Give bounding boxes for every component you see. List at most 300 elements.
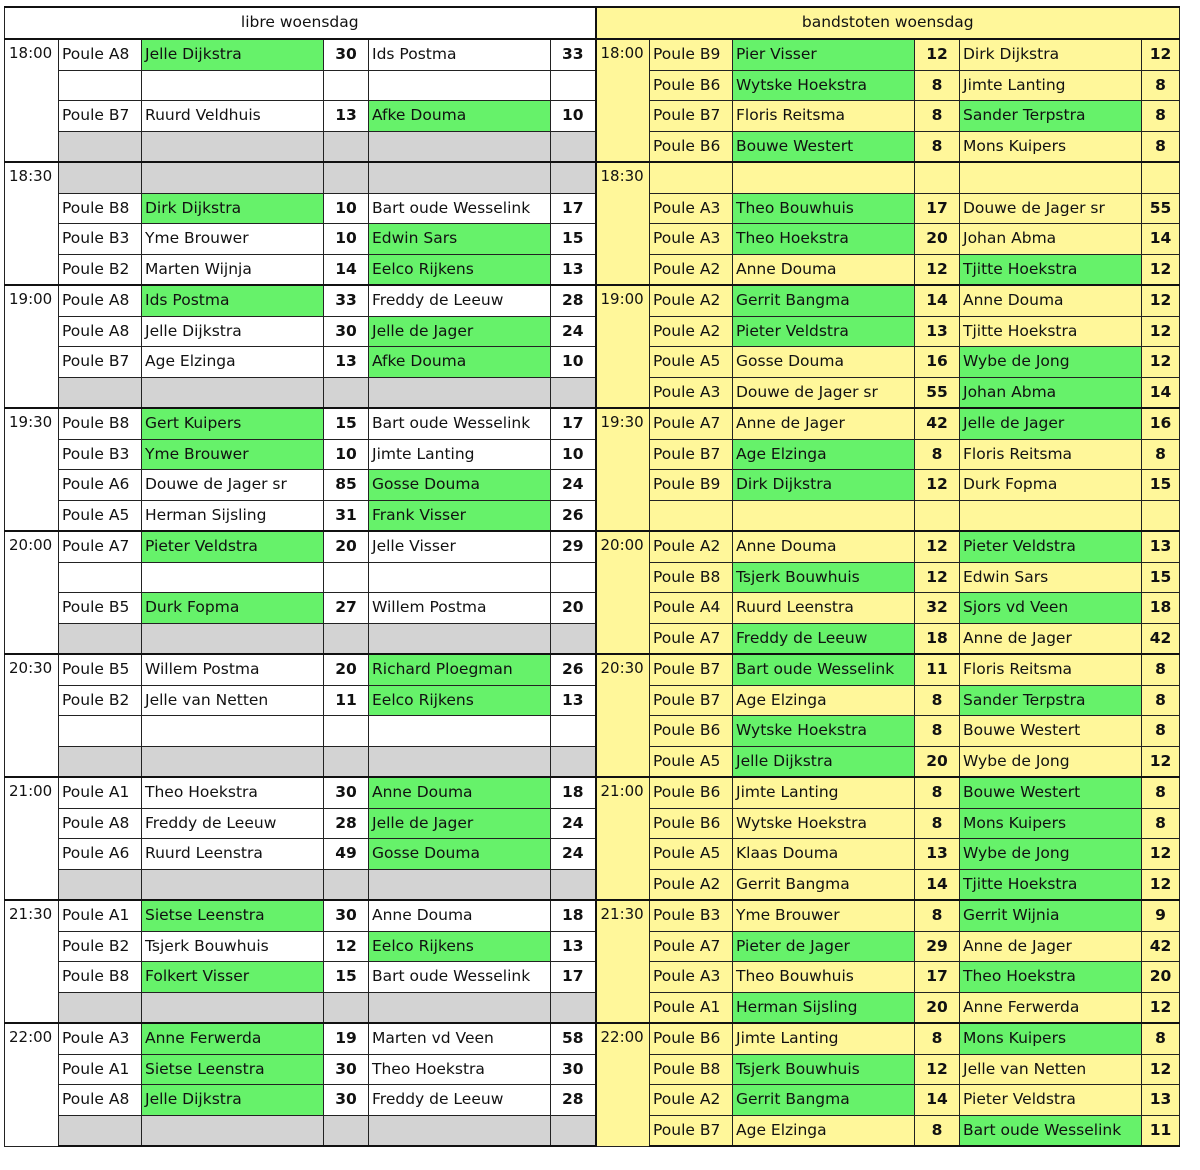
libre-score2-cell: 26 [551, 654, 596, 685]
bandstoten-score2-cell: 14 [1142, 377, 1180, 408]
bandstoten-player1-cell: Gosse Douma [733, 347, 915, 378]
bandstoten-player1-cell: Jelle Dijkstra [733, 746, 915, 777]
table-row [5, 408, 1180, 439]
libre-player1-cell: Jelle Dijkstra [142, 39, 324, 70]
libre-player2-cell [369, 992, 551, 1023]
bandstoten-player2-cell: Tjitte Hoekstra [960, 869, 1142, 900]
bandstoten-poule-cell: Poule A1 [650, 992, 733, 1023]
libre-score2-cell [551, 131, 596, 162]
bandstoten-poule-cell [650, 500, 733, 531]
libre-player1-cell: Willem Postma [142, 654, 324, 685]
bandstoten-score2-cell: 42 [1142, 623, 1180, 654]
bandstoten-score2-cell: 8 [1142, 777, 1180, 808]
bandstoten-poule-cell: Poule B6 [650, 808, 733, 839]
libre-player1-cell [142, 377, 324, 408]
libre-player2-cell [369, 162, 551, 193]
libre-score1-cell: 20 [324, 654, 369, 685]
bandstoten-score1-cell: 20 [915, 224, 960, 255]
bandstoten-score2-cell: 8 [1142, 808, 1180, 839]
table-row [5, 439, 1180, 470]
bandstoten-score1-cell: 20 [915, 746, 960, 777]
bandstoten-poule-cell: Poule B6 [650, 1023, 733, 1054]
libre-score2-cell: 24 [551, 839, 596, 870]
libre-score1-cell: 14 [324, 254, 369, 285]
bandstoten-player2-cell: Johan Abma [960, 377, 1142, 408]
libre-player1-cell [142, 131, 324, 162]
bandstoten-player1-cell: Pier Visser [733, 39, 915, 70]
libre-player2-cell: Willem Postma [369, 593, 551, 624]
bandstoten-player1-cell: Tsjerk Bouwhuis [733, 1054, 915, 1085]
bandstoten-score1-cell: 18 [915, 623, 960, 654]
libre-score2-cell: 18 [551, 777, 596, 808]
libre-poule-cell: Poule A1 [59, 777, 142, 808]
bandstoten-player1-cell: Wytske Hoekstra [733, 70, 915, 101]
libre-player2-cell: Eelco Rijkens [369, 254, 551, 285]
libre-player2-cell: Jelle de Jager [369, 808, 551, 839]
libre-player2-cell [369, 623, 551, 654]
bandstoten-poule-cell: Poule A4 [650, 593, 733, 624]
bandstoten-score2-cell: 8 [1142, 716, 1180, 747]
libre-time-slot: 18:30 [5, 162, 59, 285]
bandstoten-score2-cell: 8 [1142, 101, 1180, 132]
bandstoten-score1-cell: 12 [915, 531, 960, 562]
table-row [5, 39, 1180, 70]
bandstoten-poule-cell: Poule A2 [650, 869, 733, 900]
libre-player1-cell: Herman Sijsling [142, 500, 324, 531]
table-row [5, 931, 1180, 962]
bandstoten-player1-cell: Ruurd Leenstra [733, 593, 915, 624]
bandstoten-player1-cell: Gerrit Bangma [733, 285, 915, 316]
libre-poule-cell [59, 162, 142, 193]
libre-poule-cell: Poule B7 [59, 347, 142, 378]
bandstoten-player1-cell: Bouwe Westert [733, 131, 915, 162]
libre-player1-cell [142, 746, 324, 777]
libre-score2-cell: 20 [551, 593, 596, 624]
bandstoten-score1-cell: 8 [915, 777, 960, 808]
libre-player1-cell: Jelle van Netten [142, 685, 324, 716]
bandstoten-poule-cell: Poule A5 [650, 839, 733, 870]
libre-score2-cell: 26 [551, 500, 596, 531]
libre-score1-cell: 13 [324, 347, 369, 378]
bandstoten-score1-cell: 17 [915, 962, 960, 993]
bandstoten-score1-cell: 8 [915, 131, 960, 162]
libre-score1-cell [324, 162, 369, 193]
libre-player1-cell: Age Elzinga [142, 347, 324, 378]
bandstoten-poule-cell [650, 162, 733, 193]
bandstoten-score1-cell: 32 [915, 593, 960, 624]
bandstoten-player2-cell: Wybe de Jong [960, 347, 1142, 378]
bandstoten-score1-cell: 8 [915, 101, 960, 132]
bandstoten-score2-cell: 13 [1142, 1085, 1180, 1116]
bandstoten-score1-cell: 14 [915, 869, 960, 900]
libre-score2-cell [551, 70, 596, 101]
bandstoten-score2-cell: 8 [1142, 439, 1180, 470]
libre-header: libre woensdag [5, 7, 596, 39]
libre-player1-cell: Pieter Veldstra [142, 531, 324, 562]
bandstoten-score1-cell: 14 [915, 285, 960, 316]
bandstoten-player1-cell: Theo Bouwhuis [733, 193, 915, 224]
libre-poule-cell: Poule B8 [59, 193, 142, 224]
libre-player2-cell: Richard Ploegman [369, 654, 551, 685]
table-row [5, 716, 1180, 747]
libre-poule-cell: Poule B3 [59, 439, 142, 470]
libre-score1-cell [324, 377, 369, 408]
bandstoten-score1-cell: 12 [915, 562, 960, 593]
bandstoten-poule-cell: Poule B6 [650, 131, 733, 162]
libre-player1-cell: Douwe de Jager sr [142, 470, 324, 501]
table-row [5, 623, 1180, 654]
bandstoten-score2-cell: 15 [1142, 470, 1180, 501]
bandstoten-score2-cell: 12 [1142, 869, 1180, 900]
libre-score2-cell [551, 562, 596, 593]
bandstoten-score2-cell: 8 [1142, 70, 1180, 101]
bandstoten-time-slot: 22:00 [596, 1023, 650, 1146]
bandstoten-poule-cell: Poule A3 [650, 224, 733, 255]
libre-player1-cell: Yme Brouwer [142, 439, 324, 470]
schedule-sheet [4, 6, 1180, 1147]
libre-score1-cell [324, 70, 369, 101]
bandstoten-poule-cell: Poule B6 [650, 70, 733, 101]
table-row [5, 839, 1180, 870]
libre-score1-cell: 15 [324, 408, 369, 439]
libre-score1-cell [324, 746, 369, 777]
libre-score2-cell: 33 [551, 39, 596, 70]
libre-score1-cell: 33 [324, 285, 369, 316]
bandstoten-player2-cell: Durk Fopma [960, 470, 1142, 501]
bandstoten-time-slot: 19:00 [596, 285, 650, 408]
bandstoten-player2-cell: Theo Hoekstra [960, 962, 1142, 993]
bandstoten-player1-cell: Anne de Jager [733, 408, 915, 439]
bandstoten-player2-cell: Mons Kuipers [960, 808, 1142, 839]
bandstoten-score1-cell: 8 [915, 716, 960, 747]
table-row [5, 101, 1180, 132]
libre-score2-cell: 10 [551, 439, 596, 470]
bandstoten-player2-cell: Pieter Veldstra [960, 531, 1142, 562]
libre-poule-cell [59, 377, 142, 408]
libre-score1-cell [324, 869, 369, 900]
bandstoten-player1-cell: Dirk Dijkstra [733, 470, 915, 501]
bandstoten-score2-cell: 12 [1142, 347, 1180, 378]
table-row [5, 193, 1180, 224]
bandstoten-player2-cell: Sander Terpstra [960, 101, 1142, 132]
bandstoten-score2-cell: 12 [1142, 992, 1180, 1023]
bandstoten-player2-cell [960, 500, 1142, 531]
libre-poule-cell: Poule B7 [59, 101, 142, 132]
libre-player2-cell: Anne Douma [369, 900, 551, 931]
libre-player1-cell: Sietse Leenstra [142, 1054, 324, 1085]
libre-player2-cell: Jimte Lanting [369, 439, 551, 470]
header-row [5, 7, 1180, 39]
libre-player1-cell: Marten Wijnja [142, 254, 324, 285]
bandstoten-score1-cell [915, 500, 960, 531]
libre-score2-cell: 24 [551, 470, 596, 501]
bandstoten-player2-cell: Wybe de Jong [960, 746, 1142, 777]
libre-player2-cell: Eelco Rijkens [369, 685, 551, 716]
bandstoten-player1-cell: Pieter Veldstra [733, 316, 915, 347]
libre-player1-cell: Gert Kuipers [142, 408, 324, 439]
bandstoten-score1-cell: 13 [915, 839, 960, 870]
bandstoten-player1-cell: Wytske Hoekstra [733, 716, 915, 747]
libre-poule-cell: Poule B8 [59, 962, 142, 993]
bandstoten-player2-cell: Dirk Dijkstra [960, 39, 1142, 70]
libre-player2-cell: Edwin Sars [369, 224, 551, 255]
libre-player2-cell [369, 377, 551, 408]
libre-score2-cell: 29 [551, 531, 596, 562]
bandstoten-player1-cell: Tsjerk Bouwhuis [733, 562, 915, 593]
bandstoten-poule-cell: Poule B3 [650, 900, 733, 931]
libre-poule-cell [59, 869, 142, 900]
table-row [5, 500, 1180, 531]
libre-player2-cell: Theo Hoekstra [369, 1054, 551, 1085]
bandstoten-player1-cell: Jimte Lanting [733, 777, 915, 808]
bandstoten-score1-cell: 16 [915, 347, 960, 378]
bandstoten-player1-cell: Age Elzinga [733, 439, 915, 470]
bandstoten-score2-cell: 8 [1142, 685, 1180, 716]
bandstoten-player1-cell: Klaas Douma [733, 839, 915, 870]
bandstoten-poule-cell: Poule B6 [650, 777, 733, 808]
bandstoten-player2-cell: Mons Kuipers [960, 1023, 1142, 1054]
libre-time-slot: 20:00 [5, 531, 59, 654]
libre-poule-cell: Poule B2 [59, 685, 142, 716]
bandstoten-time-slot: 21:30 [596, 900, 650, 1023]
libre-score1-cell: 12 [324, 931, 369, 962]
bandstoten-player2-cell: Bouwe Westert [960, 716, 1142, 747]
bandstoten-player1-cell: Yme Brouwer [733, 900, 915, 931]
libre-score2-cell: 28 [551, 285, 596, 316]
bandstoten-poule-cell: Poule A2 [650, 531, 733, 562]
libre-poule-cell [59, 70, 142, 101]
libre-score2-cell: 18 [551, 900, 596, 931]
libre-score1-cell [324, 623, 369, 654]
table-row [5, 593, 1180, 624]
bandstoten-time-slot: 20:30 [596, 654, 650, 777]
libre-player1-cell: Freddy de Leeuw [142, 808, 324, 839]
bandstoten-poule-cell: Poule B7 [650, 1115, 733, 1146]
bandstoten-player1-cell: Gerrit Bangma [733, 869, 915, 900]
bandstoten-player1-cell [733, 162, 915, 193]
libre-score2-cell: 17 [551, 962, 596, 993]
bandstoten-header: bandstoten woensdag [596, 7, 1180, 39]
table-row [5, 1023, 1180, 1054]
bandstoten-player1-cell: Wytske Hoekstra [733, 808, 915, 839]
libre-player2-cell: Eelco Rijkens [369, 931, 551, 962]
bandstoten-player1-cell: Gerrit Bangma [733, 1085, 915, 1116]
bandstoten-poule-cell: Poule A5 [650, 347, 733, 378]
bandstoten-player2-cell: Jimte Lanting [960, 70, 1142, 101]
table-row [5, 992, 1180, 1023]
libre-score1-cell: 19 [324, 1023, 369, 1054]
bandstoten-player2-cell: Jelle van Netten [960, 1054, 1142, 1085]
bandstoten-poule-cell: Poule B7 [650, 654, 733, 685]
bandstoten-score1-cell: 20 [915, 992, 960, 1023]
libre-time-slot: 22:00 [5, 1023, 59, 1146]
bandstoten-score2-cell: 55 [1142, 193, 1180, 224]
table-row [5, 562, 1180, 593]
libre-poule-cell: Poule A8 [59, 1085, 142, 1116]
bandstoten-player2-cell: Sjors vd Veen [960, 593, 1142, 624]
libre-player1-cell [142, 162, 324, 193]
bandstoten-poule-cell: Poule B6 [650, 716, 733, 747]
bandstoten-score2-cell: 12 [1142, 316, 1180, 347]
bandstoten-player2-cell: Gerrit Wijnia [960, 900, 1142, 931]
libre-score1-cell: 13 [324, 101, 369, 132]
libre-score1-cell: 10 [324, 193, 369, 224]
libre-score2-cell: 17 [551, 408, 596, 439]
bandstoten-player2-cell: Douwe de Jager sr [960, 193, 1142, 224]
libre-player1-cell: Ruurd Veldhuis [142, 101, 324, 132]
bandstoten-score1-cell: 11 [915, 654, 960, 685]
table-row [5, 316, 1180, 347]
libre-score2-cell: 13 [551, 254, 596, 285]
bandstoten-poule-cell: Poule B9 [650, 470, 733, 501]
bandstoten-time-slot: 20:00 [596, 531, 650, 654]
libre-player2-cell: Jelle de Jager [369, 316, 551, 347]
table-row [5, 347, 1180, 378]
libre-score1-cell: 30 [324, 777, 369, 808]
libre-score2-cell [551, 377, 596, 408]
bandstoten-poule-cell: Poule A2 [650, 254, 733, 285]
libre-poule-cell: Poule B3 [59, 224, 142, 255]
bandstoten-score1-cell: 8 [915, 685, 960, 716]
libre-score2-cell: 24 [551, 316, 596, 347]
table-row [5, 900, 1180, 931]
libre-poule-cell: Poule B5 [59, 593, 142, 624]
bandstoten-player2-cell: Floris Reitsma [960, 439, 1142, 470]
libre-player2-cell: Bart oude Wesselink [369, 962, 551, 993]
libre-player1-cell: Jelle Dijkstra [142, 1085, 324, 1116]
libre-poule-cell: Poule B2 [59, 254, 142, 285]
bandstoten-poule-cell: Poule B8 [650, 562, 733, 593]
libre-score1-cell: 27 [324, 593, 369, 624]
libre-player2-cell [369, 562, 551, 593]
libre-score2-cell: 30 [551, 1054, 596, 1085]
table-row [5, 470, 1180, 501]
libre-player1-cell [142, 716, 324, 747]
libre-score1-cell [324, 1115, 369, 1146]
libre-score2-cell: 10 [551, 347, 596, 378]
libre-player2-cell [369, 70, 551, 101]
bandstoten-player1-cell: Freddy de Leeuw [733, 623, 915, 654]
bandstoten-poule-cell: Poule B7 [650, 439, 733, 470]
bandstoten-score1-cell: 29 [915, 931, 960, 962]
bandstoten-score1-cell: 14 [915, 1085, 960, 1116]
bandstoten-player2-cell: Pieter Veldstra [960, 1085, 1142, 1116]
libre-poule-cell: Poule A8 [59, 808, 142, 839]
libre-player1-cell: Theo Hoekstra [142, 777, 324, 808]
libre-poule-cell [59, 992, 142, 1023]
libre-player2-cell [369, 869, 551, 900]
bandstoten-player2-cell: Jelle de Jager [960, 408, 1142, 439]
libre-player1-cell: Tsjerk Bouwhuis [142, 931, 324, 962]
bandstoten-player2-cell: Wybe de Jong [960, 839, 1142, 870]
libre-score1-cell: 20 [324, 531, 369, 562]
libre-player1-cell: Durk Fopma [142, 593, 324, 624]
libre-time-slot: 21:30 [5, 900, 59, 1023]
bandstoten-score2-cell: 12 [1142, 39, 1180, 70]
bandstoten-score2-cell: 20 [1142, 962, 1180, 993]
libre-player2-cell [369, 131, 551, 162]
libre-player1-cell [142, 992, 324, 1023]
table-row [5, 377, 1180, 408]
bandstoten-player2-cell: Floris Reitsma [960, 654, 1142, 685]
libre-time-slot: 19:30 [5, 408, 59, 531]
libre-player1-cell: Yme Brouwer [142, 224, 324, 255]
bandstoten-score2-cell: 12 [1142, 839, 1180, 870]
bandstoten-poule-cell: Poule A7 [650, 931, 733, 962]
schedule-table [4, 6, 1180, 1147]
bandstoten-poule-cell: Poule A2 [650, 1085, 733, 1116]
bandstoten-poule-cell: Poule A3 [650, 962, 733, 993]
bandstoten-score1-cell [915, 162, 960, 193]
libre-player2-cell: Freddy de Leeuw [369, 1085, 551, 1116]
bandstoten-score2-cell: 12 [1142, 285, 1180, 316]
libre-score1-cell: 31 [324, 500, 369, 531]
bandstoten-player2-cell: Edwin Sars [960, 562, 1142, 593]
libre-player2-cell: Bart oude Wesselink [369, 408, 551, 439]
bandstoten-score2-cell: 14 [1142, 224, 1180, 255]
bandstoten-score2-cell: 16 [1142, 408, 1180, 439]
bandstoten-player2-cell: Anne de Jager [960, 931, 1142, 962]
libre-poule-cell: Poule A1 [59, 900, 142, 931]
libre-score1-cell: 28 [324, 808, 369, 839]
table-row [5, 1054, 1180, 1085]
libre-score1-cell: 30 [324, 39, 369, 70]
bandstoten-player2-cell: Sander Terpstra [960, 685, 1142, 716]
bandstoten-poule-cell: Poule A7 [650, 408, 733, 439]
libre-poule-cell: Poule A5 [59, 500, 142, 531]
table-row [5, 531, 1180, 562]
libre-player2-cell: Ids Postma [369, 39, 551, 70]
libre-player2-cell: Anne Douma [369, 777, 551, 808]
libre-score2-cell [551, 746, 596, 777]
bandstoten-score1-cell: 8 [915, 808, 960, 839]
libre-poule-cell [59, 562, 142, 593]
bandstoten-poule-cell: Poule B8 [650, 1054, 733, 1085]
libre-player2-cell: Bart oude Wesselink [369, 193, 551, 224]
libre-player2-cell [369, 716, 551, 747]
bandstoten-player2-cell: Bouwe Westert [960, 777, 1142, 808]
table-row [5, 70, 1180, 101]
libre-poule-cell: Poule B5 [59, 654, 142, 685]
libre-player2-cell [369, 746, 551, 777]
bandstoten-poule-cell: Poule B7 [650, 101, 733, 132]
libre-score1-cell: 30 [324, 900, 369, 931]
libre-poule-cell: Poule B8 [59, 408, 142, 439]
bandstoten-player1-cell: Age Elzinga [733, 1115, 915, 1146]
bandstoten-player1-cell: Theo Bouwhuis [733, 962, 915, 993]
libre-player2-cell: Gosse Douma [369, 470, 551, 501]
bandstoten-player1-cell: Herman Sijsling [733, 992, 915, 1023]
bandstoten-score1-cell: 8 [915, 70, 960, 101]
table-row [5, 224, 1180, 255]
libre-score2-cell: 13 [551, 931, 596, 962]
libre-score2-cell: 15 [551, 224, 596, 255]
bandstoten-player1-cell: Bart oude Wesselink [733, 654, 915, 685]
bandstoten-score1-cell: 8 [915, 900, 960, 931]
libre-score2-cell [551, 716, 596, 747]
libre-player2-cell: Afke Douma [369, 347, 551, 378]
bandstoten-poule-cell: Poule A3 [650, 193, 733, 224]
libre-poule-cell [59, 716, 142, 747]
libre-poule-cell [59, 131, 142, 162]
libre-poule-cell: Poule A7 [59, 531, 142, 562]
bandstoten-player1-cell: Anne Douma [733, 254, 915, 285]
bandstoten-player1-cell: Douwe de Jager sr [733, 377, 915, 408]
bandstoten-poule-cell: Poule B9 [650, 39, 733, 70]
libre-score1-cell [324, 992, 369, 1023]
bandstoten-score2-cell: 12 [1142, 254, 1180, 285]
libre-poule-cell: Poule A3 [59, 1023, 142, 1054]
